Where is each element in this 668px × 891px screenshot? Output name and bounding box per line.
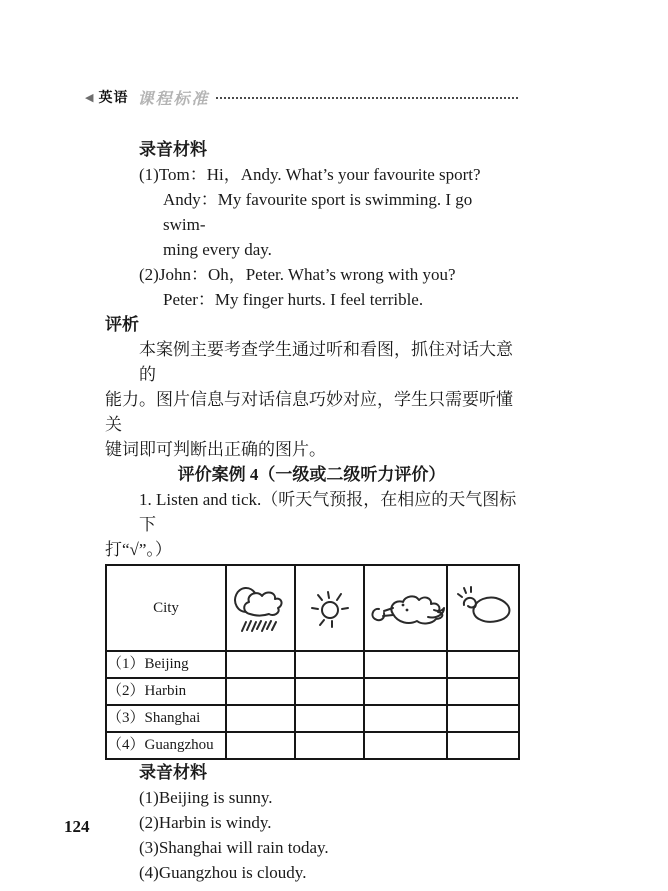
instruction-line: 1. Listen and tick.（听天气预报，在相应的天气图标下: [139, 490, 517, 534]
tick-cell: [226, 651, 295, 678]
weather-table-header-row: [106, 565, 519, 651]
recording-line: (2)Harbin is windy.: [139, 813, 272, 832]
weather-table-body: [106, 651, 519, 759]
sunny-icon: [295, 565, 364, 651]
table-row: [106, 651, 519, 678]
tick-cell: [226, 732, 295, 759]
recording-line: (3)Shanghai will rain today.: [139, 838, 329, 857]
recording1-dialog: [105, 162, 518, 312]
weather-table: [105, 564, 520, 760]
dialog-line: (1)Tom：Hi，Andy. What’s your favourite sport?: [139, 165, 481, 184]
tick-cell: [295, 732, 364, 759]
header-series: 课程标准: [137, 90, 210, 108]
tick-cell: [364, 732, 447, 759]
tick-cell: [447, 678, 519, 705]
table-row: [106, 705, 519, 732]
case4-title: 评价案例 4（一级或二级听力评价）: [177, 465, 446, 484]
case4-instruction: [105, 487, 518, 562]
recording2-heading: 录音材料: [139, 763, 207, 782]
table-row: [106, 732, 519, 759]
tick-cell: [364, 705, 447, 732]
tick-cell: [447, 651, 519, 678]
tick-cell: [226, 678, 295, 705]
page-number: 124: [64, 817, 90, 836]
tick-cell: [447, 705, 519, 732]
recording1-heading: 录音材料: [139, 140, 207, 159]
cloudy-icon: [447, 565, 519, 651]
page-header: [85, 88, 518, 106]
city-header-cell: City: [106, 565, 226, 651]
table-row: [106, 678, 519, 705]
tick-cell: [364, 651, 447, 678]
city-label: （4）Guangzhou: [106, 732, 226, 759]
tick-cell: [447, 732, 519, 759]
dialog-line: Andy：My favourite sport is swimming. I go swim-: [163, 190, 473, 234]
recording-line: (1)Beijing is sunny.: [139, 788, 273, 807]
analysis-heading: 评析: [105, 315, 139, 334]
tick-cell: [364, 678, 447, 705]
city-label: （2）Harbin: [106, 678, 226, 705]
analysis-paragraph: [105, 337, 518, 462]
tick-cell: [226, 705, 295, 732]
analysis-line: 键词即可判断出正确的图片。: [105, 440, 326, 459]
header-dotted-rule: [216, 97, 518, 99]
rainy-icon: [226, 565, 295, 651]
instruction-line: 打“√”。）: [105, 540, 172, 559]
header-subject: 英语: [98, 89, 129, 105]
tick-cell: [295, 678, 364, 705]
dialog-line: ming every day.: [163, 240, 272, 259]
recording-line: (4)Guangzhou is cloudy.: [139, 863, 307, 882]
city-label: （1）Beijing: [106, 651, 226, 678]
recording2-lines: [105, 785, 518, 885]
windy-icon: [364, 565, 447, 651]
tick-cell: [295, 651, 364, 678]
analysis-line: 能力。图片信息与对话信息巧妙对应，学生只需要听懂关: [105, 390, 513, 434]
city-label: （3）Shanghai: [106, 705, 226, 732]
dialog-line: Peter：My finger hurts. I feel terrible.: [163, 290, 424, 309]
analysis-line: 本案例主要考查学生通过听和看图，抓住对话大意的: [139, 340, 513, 384]
tick-cell: [295, 705, 364, 732]
page-content: [105, 137, 518, 885]
left-triangle-icon: ◀: [85, 90, 94, 104]
dialog-line: (2)John：Oh，Peter. What’s wrong with you?: [139, 265, 456, 284]
